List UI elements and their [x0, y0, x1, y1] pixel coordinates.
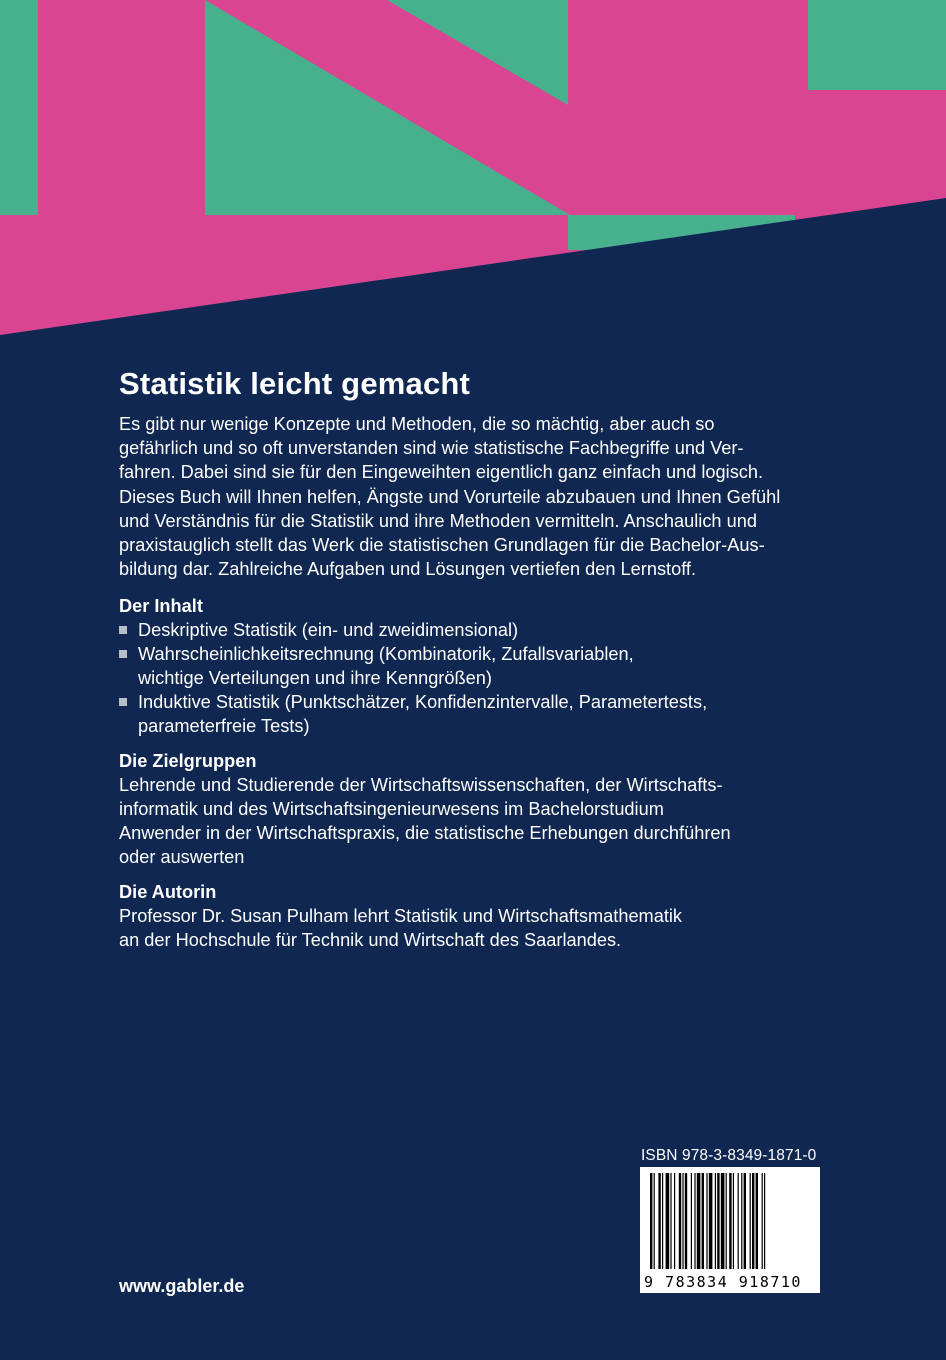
barcode-bar: [674, 1173, 675, 1269]
book-title: Statistik leicht gemacht: [119, 366, 471, 401]
barcode-bar: [756, 1173, 758, 1269]
zielgruppen-line: Lehrende und Studierende der Wirtschaftswissenschaften, der Wirtschafts-: [119, 775, 723, 796]
barcode-bar: [741, 1173, 742, 1269]
barcode-bar: [715, 1173, 716, 1269]
bullet-square-icon: [119, 626, 127, 634]
barcode-bar: [726, 1173, 727, 1269]
barcode-bar: [706, 1173, 707, 1269]
barcode-bar: [691, 1173, 692, 1269]
barcode-bar: [650, 1173, 652, 1269]
zielgruppen-line: oder auswerten: [119, 847, 245, 868]
intro-paragraph: [119, 412, 829, 581]
barcode-bar: [679, 1173, 681, 1269]
barcode-bar: [694, 1173, 695, 1269]
list-item-line: Deskriptive Statistik (ein- und zweidimensional): [138, 620, 519, 641]
list-item: [119, 690, 829, 738]
barcode-bar: [729, 1173, 731, 1269]
barcode-bar: [744, 1173, 746, 1269]
list-item-line: parameterfreie Tests): [138, 716, 310, 737]
barcode-bar: [702, 1173, 704, 1269]
barcode-bar: [764, 1173, 765, 1269]
barcode-bar: [709, 1173, 713, 1269]
green-shape-corner: [808, 0, 946, 90]
section-heading-autorin: Die Autorin: [119, 882, 217, 903]
barcode-bar: [666, 1173, 670, 1269]
intro-line: fahren. Dabei sind sie für den Eingeweihten eigentlich ganz einfach und logisch.: [119, 462, 764, 483]
barcode-bar: [721, 1173, 725, 1269]
barcode-bar: [658, 1173, 660, 1269]
list-item-line: Induktive Statistik (Punktschätzer, Konfidenzintervalle, Parametertests,: [138, 692, 708, 713]
zielgruppen-line: Anwender in der Wirtschaftspraxis, die statistische Erhebungen durchführen: [119, 823, 731, 844]
section-heading-inhalt: Der Inhalt: [119, 596, 203, 617]
barcode-bar: [762, 1173, 763, 1269]
list-item-line: Wahrscheinlichkeitsrechnung (Kombinatorik, Zufallsvariablen,: [138, 644, 634, 665]
section-autorin: [119, 880, 829, 952]
barcode-bar: [685, 1173, 687, 1269]
intro-line: bildung dar. Zahlreiche Aufgaben und Lösungen vertiefen den Lernstoff.: [119, 559, 697, 580]
autorin-line: Professor Dr. Susan Pulham lehrt Statistik und Wirtschaftsmathematik: [119, 906, 683, 927]
barcode-bar: [697, 1173, 701, 1269]
intro-line: Dieses Buch will Ihnen helfen, Ängste und Vorurteile abzubauen und Ihnen Gefühl: [119, 486, 781, 507]
barcode-bar: [752, 1173, 754, 1269]
inhalt-list: [119, 618, 829, 738]
publisher-website: www.gabler.de: [119, 1276, 245, 1296]
bullet-square-icon: [119, 698, 127, 706]
list-item: [119, 618, 829, 642]
barcode-bar: [682, 1173, 683, 1269]
intro-line: praxistauglich stellt das Werk die statistischen Grundlagen für die Bachelor-Aus-: [119, 535, 765, 556]
list-item: [119, 642, 829, 690]
main-content: [119, 366, 829, 952]
bullet-square-icon: [119, 650, 127, 658]
barcode-bar: [750, 1173, 751, 1269]
intro-line: und Verständnis für die Statistik und ihre Methoden vermitteln. Anschaulich und: [119, 510, 757, 531]
zielgruppen-line: informatik und des Wirtschaftsingenieurwesens im Bachelorstudium: [119, 799, 664, 820]
barcode-bar: [654, 1173, 655, 1269]
barcode-bar: [670, 1173, 671, 1269]
green-shape-left: [0, 0, 38, 215]
cover-art-graphic: [0, 0, 946, 340]
section-zielgruppen: [119, 749, 829, 869]
autorin-line: an der Hochschule für Technik und Wirtschaft des Saarlandes.: [119, 930, 622, 951]
barcode-bar: [717, 1173, 719, 1269]
barcode-bar: [738, 1173, 739, 1269]
intro-line: Es gibt nur wenige Konzepte und Methoden, die so mächtig, aber auch so: [119, 414, 715, 434]
isbn-text: ISBN 978-3-8349-1871-0: [641, 1147, 817, 1164]
barcode-bar: [662, 1173, 663, 1269]
list-item-line: wichtige Verteilungen und ihre Kenngrößen): [138, 668, 492, 689]
section-inhalt: [119, 594, 829, 738]
section-heading-zielgruppen: Die Zielgruppen: [119, 751, 257, 772]
barcode-number: 9 783834 918710: [644, 1273, 802, 1291]
intro-line: gefährlich und so oft unverstanden sind wie statistische Fachbegriffe und Ver-: [119, 438, 744, 459]
barcode: [640, 1167, 820, 1293]
barcode-bar: [733, 1173, 734, 1269]
